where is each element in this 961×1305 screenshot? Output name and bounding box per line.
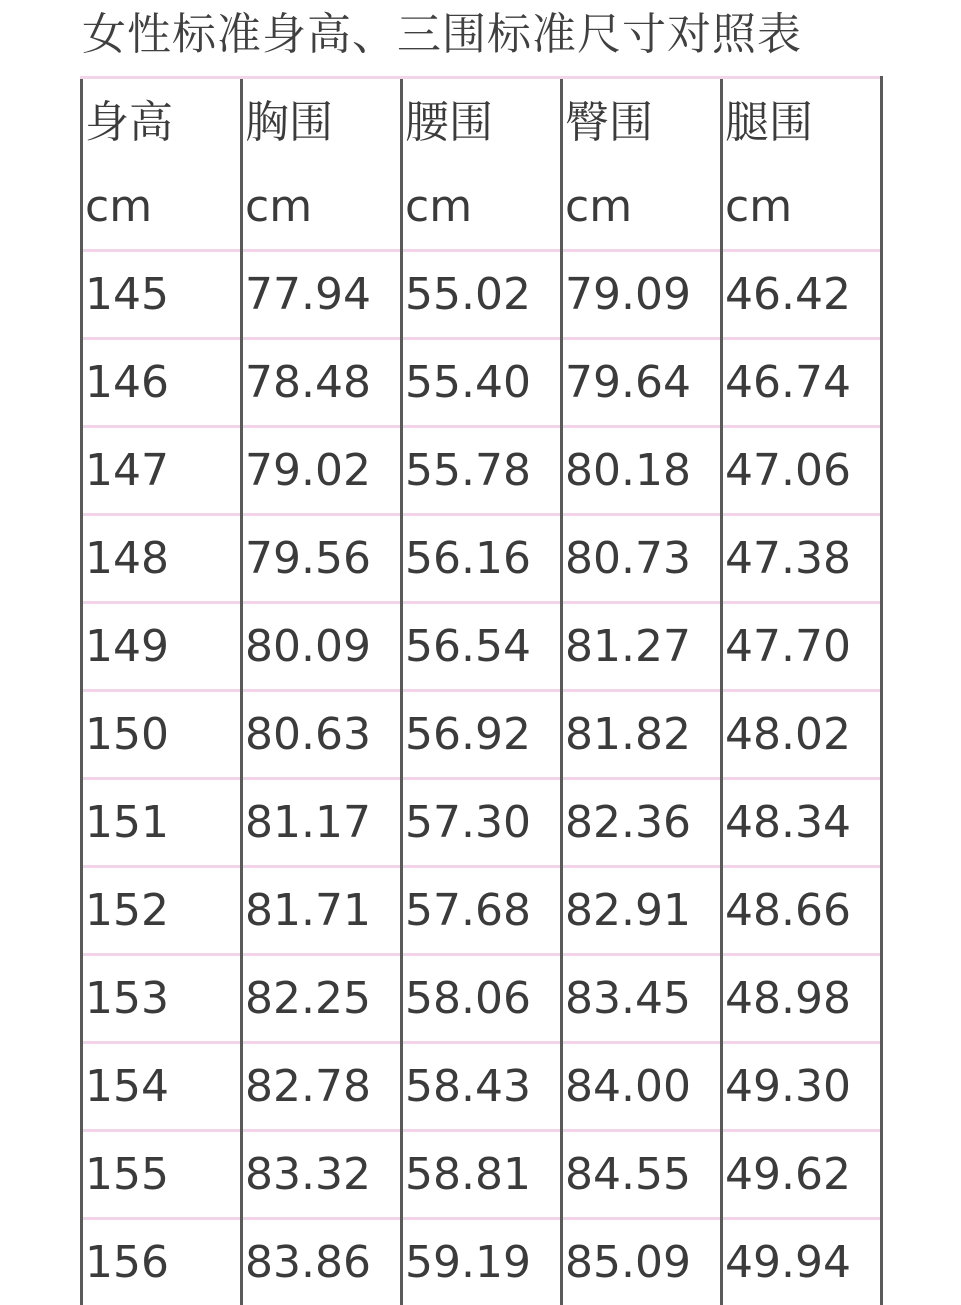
cell-height: 146: [82, 339, 242, 427]
table-row: [82, 427, 882, 515]
cell-height: 149: [82, 603, 242, 691]
table-row: [82, 1219, 882, 1305]
cell-height: 145: [82, 251, 242, 339]
cell-hip: 82.36: [562, 779, 722, 867]
table-row: [82, 1131, 882, 1219]
cell-height: 151: [82, 779, 242, 867]
table-row: [82, 603, 882, 691]
cell-hip: 80.18: [562, 427, 722, 515]
cell-hip: 84.55: [562, 1131, 722, 1219]
table-row: [82, 955, 882, 1043]
cell-bust: 82.78: [242, 1043, 402, 1131]
cell-thigh: 47.70: [722, 603, 882, 691]
cell-hip: 79.09: [562, 251, 722, 339]
cell-height: 150: [82, 691, 242, 779]
header-cell-waist: [402, 78, 562, 251]
cell-thigh: 46.74: [722, 339, 882, 427]
cell-waist: 55.78: [402, 427, 562, 515]
cell-hip: 79.64: [562, 339, 722, 427]
cell-height: 156: [82, 1219, 242, 1305]
table-row: [82, 339, 882, 427]
cell-bust: 80.09: [242, 603, 402, 691]
cell-height: 152: [82, 867, 242, 955]
cell-thigh: 48.98: [722, 955, 882, 1043]
cell-bust: 77.94: [242, 251, 402, 339]
size-chart-body: [82, 78, 882, 1305]
cell-thigh: 48.34: [722, 779, 882, 867]
cell-bust: 79.56: [242, 515, 402, 603]
cell-height: 154: [82, 1043, 242, 1131]
cell-height: 153: [82, 955, 242, 1043]
table-row: [82, 691, 882, 779]
cell-thigh: 49.30: [722, 1043, 882, 1131]
cell-waist: 58.81: [402, 1131, 562, 1219]
cell-hip: 81.27: [562, 603, 722, 691]
header-name: 腿围: [725, 79, 880, 164]
cell-thigh: 47.06: [722, 427, 882, 515]
cell-waist: 56.54: [402, 603, 562, 691]
header-unit: cm: [405, 164, 560, 249]
cell-hip: 80.73: [562, 515, 722, 603]
header-cell-hip: [562, 78, 722, 251]
table-row: [82, 1043, 882, 1131]
table-row: [82, 867, 882, 955]
header-cell-height: [82, 78, 242, 251]
cell-waist: 55.02: [402, 251, 562, 339]
cell-height: 155: [82, 1131, 242, 1219]
cell-bust: 79.02: [242, 427, 402, 515]
cell-waist: 56.16: [402, 515, 562, 603]
cell-bust: 80.63: [242, 691, 402, 779]
cell-bust: 81.71: [242, 867, 402, 955]
cell-waist: 56.92: [402, 691, 562, 779]
cell-hip: 84.00: [562, 1043, 722, 1131]
cell-waist: 58.43: [402, 1043, 562, 1131]
table-row: [82, 251, 882, 339]
header-unit: cm: [85, 164, 240, 249]
cell-bust: 82.25: [242, 955, 402, 1043]
header-name: 身高: [85, 79, 240, 164]
cell-thigh: 48.66: [722, 867, 882, 955]
cell-hip: 81.82: [562, 691, 722, 779]
header-name: 腰围: [405, 79, 560, 164]
cell-hip: 82.91: [562, 867, 722, 955]
cell-waist: 57.68: [402, 867, 562, 955]
cell-bust: 83.32: [242, 1131, 402, 1219]
cell-waist: 59.19: [402, 1219, 562, 1305]
header-cell-bust: [242, 78, 402, 251]
table-row: [82, 515, 882, 603]
cell-waist: 55.40: [402, 339, 562, 427]
cell-thigh: 49.62: [722, 1131, 882, 1219]
table-header-row: [82, 78, 882, 251]
cell-bust: 81.17: [242, 779, 402, 867]
cell-thigh: 47.38: [722, 515, 882, 603]
cell-height: 148: [82, 515, 242, 603]
header-unit: cm: [565, 164, 720, 249]
cell-thigh: 46.42: [722, 251, 882, 339]
cell-thigh: 49.94: [722, 1219, 882, 1305]
cell-hip: 83.45: [562, 955, 722, 1043]
cell-bust: 83.86: [242, 1219, 402, 1305]
header-unit: cm: [725, 164, 880, 249]
cell-height: 147: [82, 427, 242, 515]
header-name: 胸围: [245, 79, 400, 164]
header-unit: cm: [245, 164, 400, 249]
table-row: [82, 779, 882, 867]
cell-waist: 57.30: [402, 779, 562, 867]
header-cell-thigh: [722, 78, 882, 251]
page-title: 女性标准身高、三围标准尺寸对照表: [82, 4, 802, 66]
cell-bust: 78.48: [242, 339, 402, 427]
header-name: 臀围: [565, 79, 720, 164]
size-chart-table: [80, 76, 883, 1305]
cell-waist: 58.06: [402, 955, 562, 1043]
cell-thigh: 48.02: [722, 691, 882, 779]
cell-hip: 85.09: [562, 1219, 722, 1305]
